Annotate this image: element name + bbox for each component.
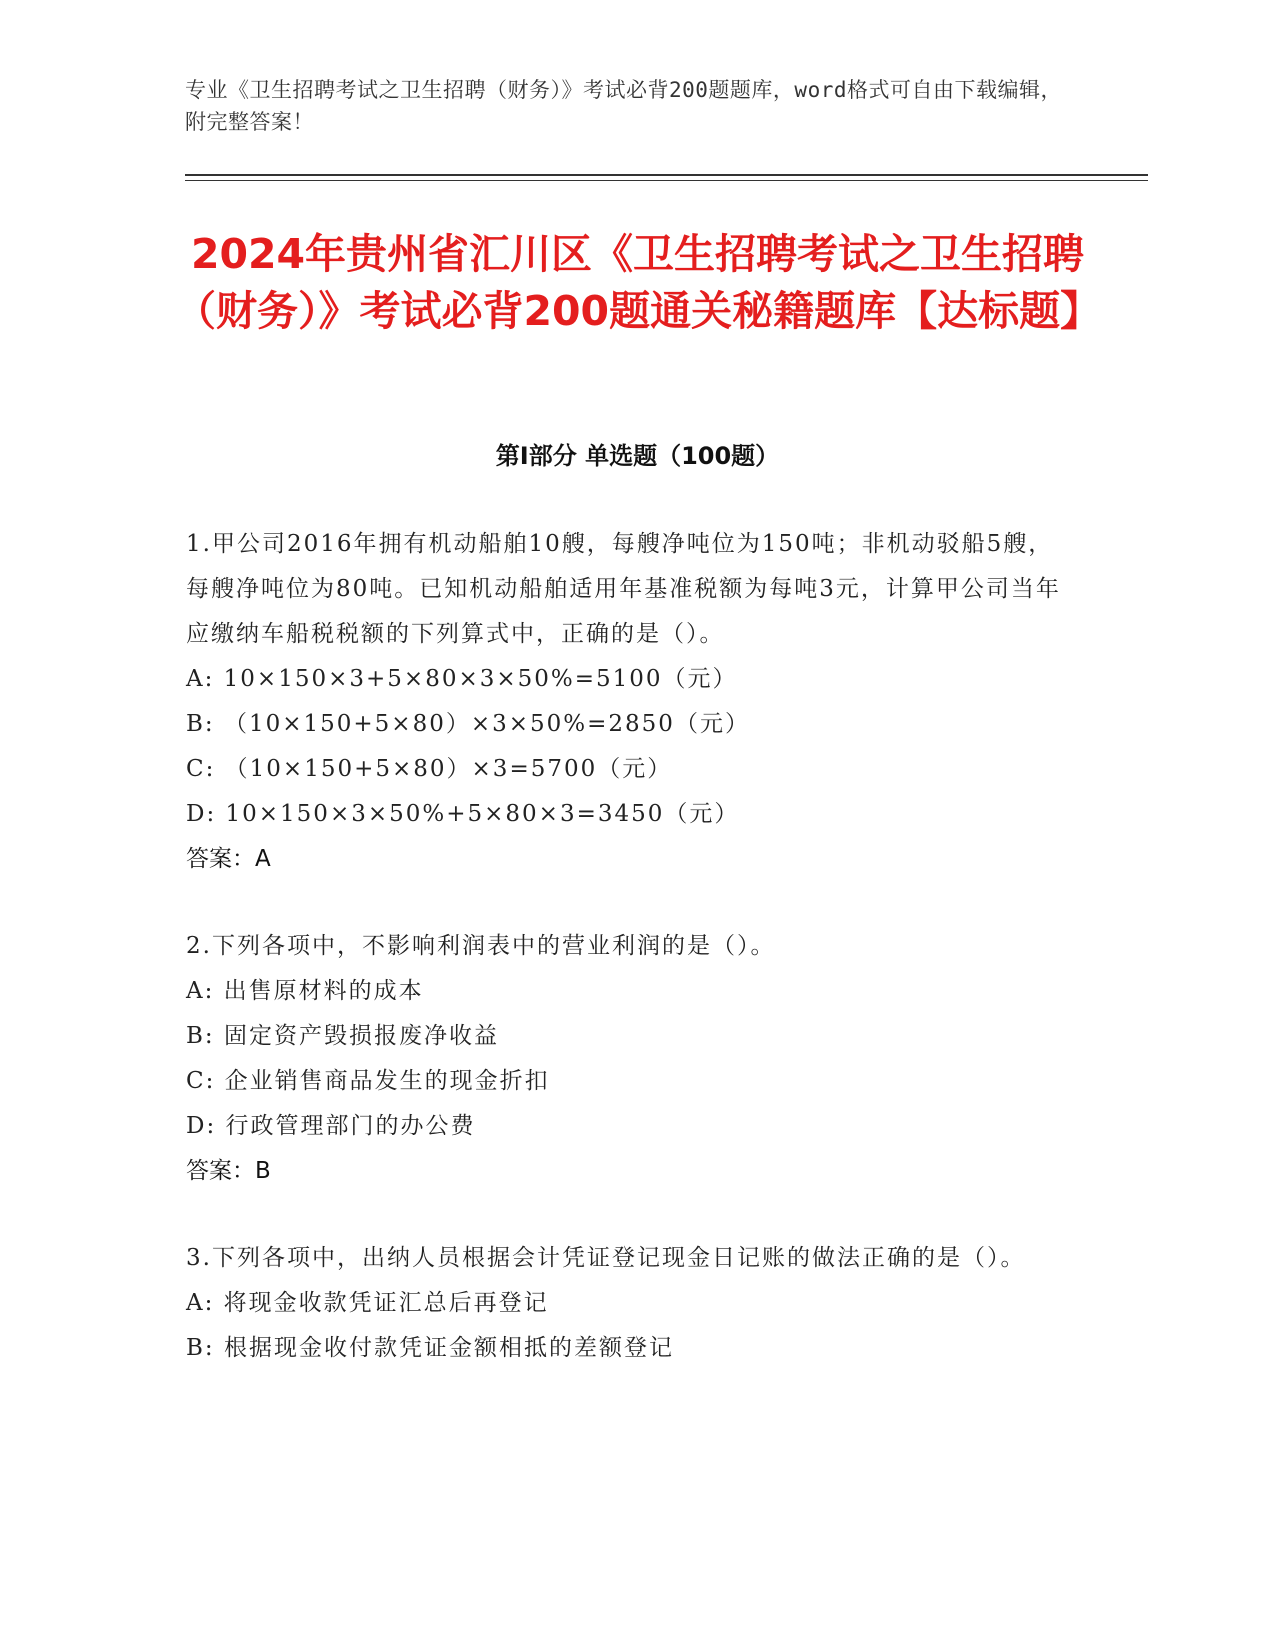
document-title: 2024年贵州省汇川区《卫生招聘考试之卫生招聘（财务）》考试必背200题通关秘籍题库【达标题】 — [175, 230, 1102, 335]
question-2 — [186, 924, 1071, 1194]
option-c: C: （10×150+5×80）×3=5700（元） — [186, 756, 673, 782]
header-note: 专业《卫生招聘考试之卫生招聘（财务）》考试必背200题题库，word格式可自由下载编辑，附完整答案！ — [185, 78, 1062, 134]
option-b: B: （10×150+5×80）×3×50%=2850（元） — [186, 711, 750, 737]
option-a: A: 将现金收款凭证汇总后再登记 — [186, 1290, 549, 1316]
answer: 答案：B — [186, 1158, 271, 1184]
option-d: D: 10×150×3×50%+5×80×3=3450（元） — [186, 801, 740, 827]
question-1 — [186, 522, 1071, 882]
option-a: A: 10×150×3+5×80×3×50%=5100（元） — [186, 666, 738, 692]
header-divider-thin — [185, 180, 1148, 181]
question-3 — [186, 1236, 1071, 1371]
option-a: A: 出售原材料的成本 — [186, 978, 424, 1004]
section-title: 第I部分 单选题（100题） — [495, 442, 780, 470]
option-d: D: 行政管理部门的办公费 — [186, 1113, 476, 1139]
option-c: C: 企业销售商品发生的现金折扣 — [186, 1068, 550, 1094]
answer: 答案：A — [186, 846, 271, 872]
option-b: B: 固定资产毁损报废净收益 — [186, 1023, 499, 1049]
question-stem: 1.甲公司2016年拥有机动船舶10艘，每艘净吨位为150吨；非机动驳船5艘，每艘净吨位为80吨。已知机动船舶适用年基准税额为每吨3元，计算甲公司当年应缴纳车船税税额的下列算式中，正确的是（）。 — [186, 531, 1061, 647]
option-b: B: 根据现金收付款凭证金额相抵的差额登记 — [186, 1335, 674, 1361]
question-stem: 2.下列各项中，不影响利润表中的营业利润的是（）。 — [186, 933, 776, 959]
question-stem: 3.下列各项中，出纳人员根据会计凭证登记现金日记账的做法正确的是（）。 — [186, 1245, 1026, 1271]
question-list — [186, 522, 1071, 1413]
header-divider-thick — [185, 174, 1148, 176]
